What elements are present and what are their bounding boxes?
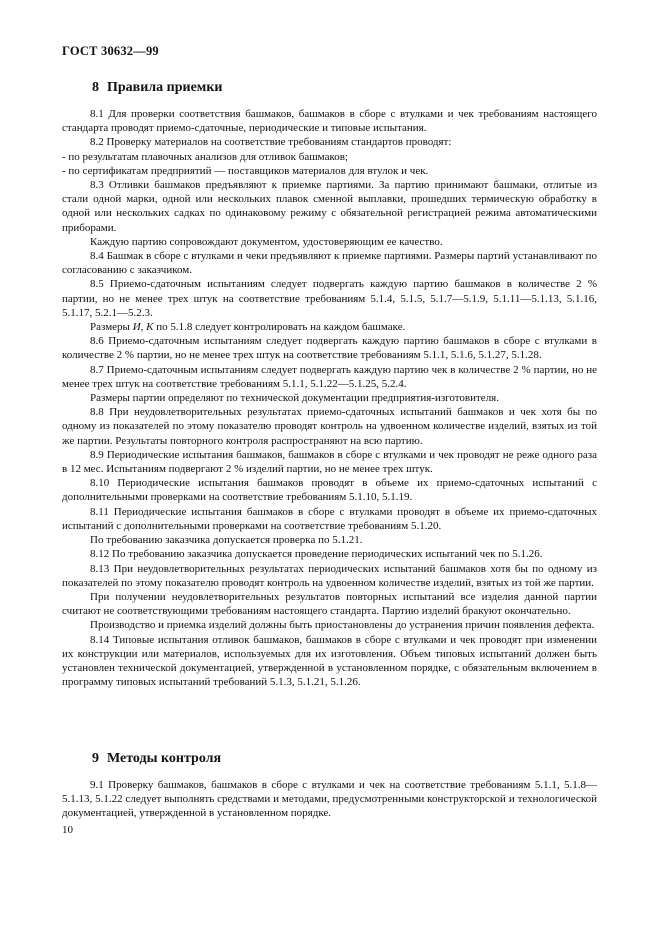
- paragraph: 8.11 Периодические испытания башмаков в сборе с втулками проводят в объеме их приемо-сдаточных испытаний с дополнительными проверками на соответствие требованиям 5.1.20.: [62, 505, 597, 532]
- dimension-letters: И, К: [132, 321, 154, 334]
- paragraph: 8.12 По требованию заказчика допускается проведение периодических испытаний чек по 5.1.26.: [90, 548, 543, 561]
- paragraph: 8.10 Периодические испытания башмаков проводят в объеме их приемо-сдаточных испытаний с дополнительными проверками на соответствие требованиям 5.1.10, 5.1.19.: [62, 477, 597, 504]
- paragraph: 8.1 Для проверки соответствия башмаков, башмаков в сборе с втулками и чек требованиям настоящего стандарта проводят приемо-сдаточные, периодические и типовые испытания.: [62, 108, 597, 135]
- paragraph: По требованию заказчика допускается проверка по 5.1.21.: [90, 534, 363, 547]
- paragraph: 8.14 Типовые испытания отливок башмаков, башмаков в сборе с втулками и чек проводят при изменении их конструкции или материалов, используемых для их изготовления. Объем типовых испытаний должен быть установлен технической документацией, утвержденной в установленном порядке, с обязательным включением в программу типовых испытаний требований 5.1.3, 5.1.21, 5.1.26.: [62, 633, 597, 689]
- paragraph-8-5-dimensions: Размеры И, К по 5.1.8 следует контролировать на каждом башмаке.: [90, 321, 406, 334]
- paragraph: При получении неудовлетворительных результатов повторных испытаний все изделия данной партии считают не соответствующими требованиям настоящего стандарта. Партию изделий бракуют окончательно.: [62, 590, 597, 618]
- paragraph: 8.9 Периодические испытания башмаков, башмаков в сборе с втулками и чек проводят не реже одного раза в 12 мес. Испытаниям подвергают 2 % изделий партии, но не менее трех штук.: [62, 448, 597, 476]
- section-9-number: 9: [92, 751, 99, 766]
- section-8-number: 8: [92, 80, 99, 95]
- paragraph: 8.13 При неудовлетворительных результатах периодических испытаний башмаков хотя бы по одному из показателей по этому показателю проводят контроль на удвоенном количестве изделий, взятых из той же партии.: [62, 562, 597, 589]
- paragraph: - по сертификатам предприятий — поставщиков материалов для втулок и чек.: [62, 164, 429, 177]
- paragraph: 8.3 Отливки башмаков предъявляют к приемке партиями. За партию принимают башмаки, отлитые из стали одной марки, одной или нескольких плавок сменной выплавки, прошедших термическую обработку в одной или нескольких садках по одинаковому режиму с обязательной регистрацией режима автоматическими приборами.: [62, 179, 597, 234]
- paragraph: 8.5 Приемо-сдаточным испытаниям следует подвергать каждую партию башмаков в количестве 2 % партии, но не менее трех штук на соответствие требованиям 5.1.4, 5.1.5, 5.1.7—5.1.9, 5.1.11—5.1.13, 5.1.16, 5.1.17, 5.2.1—5.2.3.: [62, 278, 597, 319]
- section-8-paragraphs-b: [62, 334, 597, 689]
- paragraph: 8.7 Приемо-сдаточным испытаниям следует подвергать каждую партию чек в количестве 2 % партии, но не менее трех штук на соответствие требованиям 5.1.1, 5.1.22—5.1.25, 5.2.4.: [62, 363, 597, 390]
- section-9-paragraphs: [62, 778, 597, 821]
- page-number: 10: [62, 824, 73, 836]
- paragraph: 8.8 При неудовлетворительных результатах приемо-сдаточных испытаний башмаков и чек хотя бы по одному из показателей по этому показателю проводят контроль на удвоенном количестве изделий, взятых из той же партии. Результаты повторного контроля распространяют на всю партию.: [62, 406, 597, 447]
- paragraph: 8.2 Проверку материалов на соответствие требованиям стандартов проводят:: [90, 136, 452, 149]
- section-8-title: Правила приемки: [107, 80, 223, 95]
- document-header: ГОСТ 30632—99: [62, 44, 159, 58]
- paragraph: 9.1 Проверку башмаков, башмаков в сборе с втулками и чек на соответствие требованиям 5.1.1, 5.1.8—5.1.13, 5.1.22 следует выполнять средствами и методами, предусмотренными конструкторской и технологической документацией, утвержденной в установленном порядке.: [62, 779, 597, 820]
- paragraph: Производство и приемка изделий должны быть приостановлены до устранения причин появления дефекта.: [90, 619, 595, 632]
- section-8-heading: [92, 80, 222, 96]
- section-8-paragraphs-a: [62, 107, 597, 320]
- section-8-body: [62, 107, 597, 689]
- paragraph: Каждую партию сопровождают документом, удостоверяющим ее качество.: [90, 235, 443, 248]
- paragraph: - по результатам плавочных анализов для отливок башмаков;: [62, 150, 348, 163]
- paragraph: Размеры партии определяют по технической документации предприятия-изготовителя.: [90, 392, 499, 405]
- section-9-heading: [92, 751, 221, 767]
- paragraph: 8.4 Башмак в сборе с втулками и чеки предъявляют к приемке партиями. Размеры партий устанавливают по согласованию с заказчиком.: [62, 250, 597, 277]
- section-9-body: [62, 778, 597, 821]
- section-9-title: Методы контроля: [107, 751, 222, 766]
- paragraph: 8.6 Приемо-сдаточным испытаниям следует подвергать каждую партию башмаков в сборе с втулками в количестве 2 % партии, но не менее трех штук на соответствие требованиям 5.1.1, 5.1.6, 5.1.27, 5.1.28.: [62, 335, 597, 362]
